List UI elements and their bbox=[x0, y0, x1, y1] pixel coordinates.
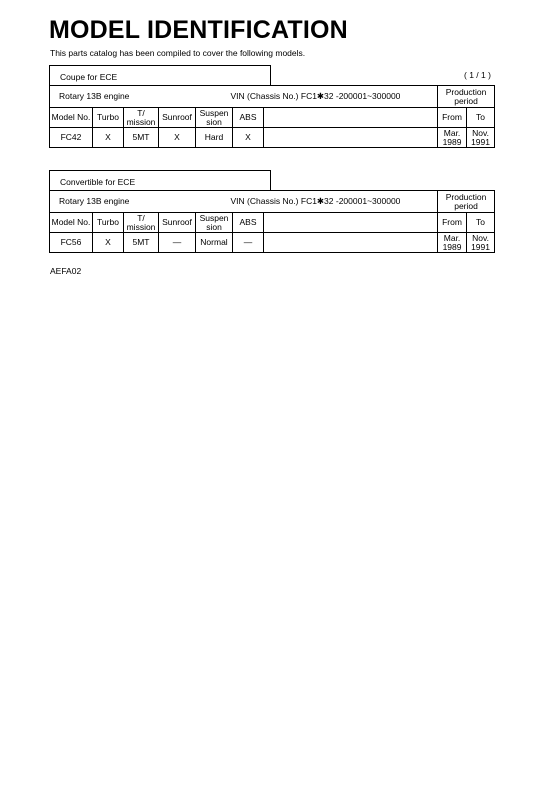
cell-suspension: Normal bbox=[196, 233, 233, 253]
cell-transmission: 5MT bbox=[124, 128, 159, 148]
engine-vin-row bbox=[50, 191, 438, 213]
col-suspension: Suspen sion bbox=[196, 108, 233, 128]
page-number: ( 1 / 1 ) bbox=[464, 70, 491, 80]
cell-model-no: FC42 bbox=[50, 128, 93, 148]
cell-abs: X bbox=[233, 128, 264, 148]
col-from: From bbox=[438, 213, 467, 233]
col-transmission: T/ mission bbox=[124, 213, 159, 233]
section-label-convertible: Convertible for ECE bbox=[49, 170, 271, 190]
col-to: To bbox=[467, 213, 495, 233]
col-model-no: Model No. bbox=[50, 213, 93, 233]
col-blank bbox=[264, 108, 438, 128]
cell-sunroof: X bbox=[159, 128, 196, 148]
cell-blank bbox=[264, 233, 438, 253]
col-blank bbox=[264, 213, 438, 233]
col-turbo: Turbo bbox=[93, 108, 124, 128]
cell-from: Mar. 1989 bbox=[438, 128, 467, 148]
col-sunroof: Sunroof bbox=[159, 108, 196, 128]
cell-to: Nov. 1991 bbox=[467, 128, 495, 148]
vin-label: VIN (Chassis No.) FC1✱32 -200001~300000 bbox=[230, 91, 401, 101]
col-sunroof: Sunroof bbox=[159, 213, 196, 233]
col-abs: ABS bbox=[233, 108, 264, 128]
page-subtitle: This parts catalog has been compiled to cover the following models. bbox=[50, 48, 306, 58]
col-transmission: T/ mission bbox=[124, 108, 159, 128]
col-turbo: Turbo bbox=[93, 213, 124, 233]
engine-vin-row bbox=[50, 86, 438, 108]
cell-turbo: X bbox=[93, 128, 124, 148]
col-model-no: Model No. bbox=[50, 108, 93, 128]
col-to: To bbox=[467, 108, 495, 128]
col-from: From bbox=[438, 108, 467, 128]
cell-model-no: FC56 bbox=[50, 233, 93, 253]
engine-label: Rotary 13B engine bbox=[59, 196, 130, 206]
table-row bbox=[50, 233, 495, 253]
engine-label: Rotary 13B engine bbox=[59, 91, 130, 101]
section-label-coupe: Coupe for ECE bbox=[49, 65, 271, 85]
table-row bbox=[50, 128, 495, 148]
col-suspension: Suspen sion bbox=[196, 213, 233, 233]
coupe-model-table bbox=[49, 85, 495, 148]
cell-from: Mar. 1989 bbox=[438, 233, 467, 253]
page-title: MODEL IDENTIFICATION bbox=[49, 16, 348, 44]
production-period-header: Production period bbox=[438, 86, 495, 108]
cell-to: Nov. 1991 bbox=[467, 233, 495, 253]
cell-abs: — bbox=[233, 233, 264, 253]
convertible-model-table bbox=[49, 190, 495, 253]
production-period-header: Production period bbox=[438, 191, 495, 213]
cell-turbo: X bbox=[93, 233, 124, 253]
cell-suspension: Hard bbox=[196, 128, 233, 148]
vin-label: VIN (Chassis No.) FC1✱32 -200001~300000 bbox=[230, 196, 401, 206]
cell-transmission: 5MT bbox=[124, 233, 159, 253]
cell-blank bbox=[264, 128, 438, 148]
catalog-code: AEFA02 bbox=[50, 266, 82, 276]
cell-sunroof: — bbox=[159, 233, 196, 253]
col-abs: ABS bbox=[233, 213, 264, 233]
